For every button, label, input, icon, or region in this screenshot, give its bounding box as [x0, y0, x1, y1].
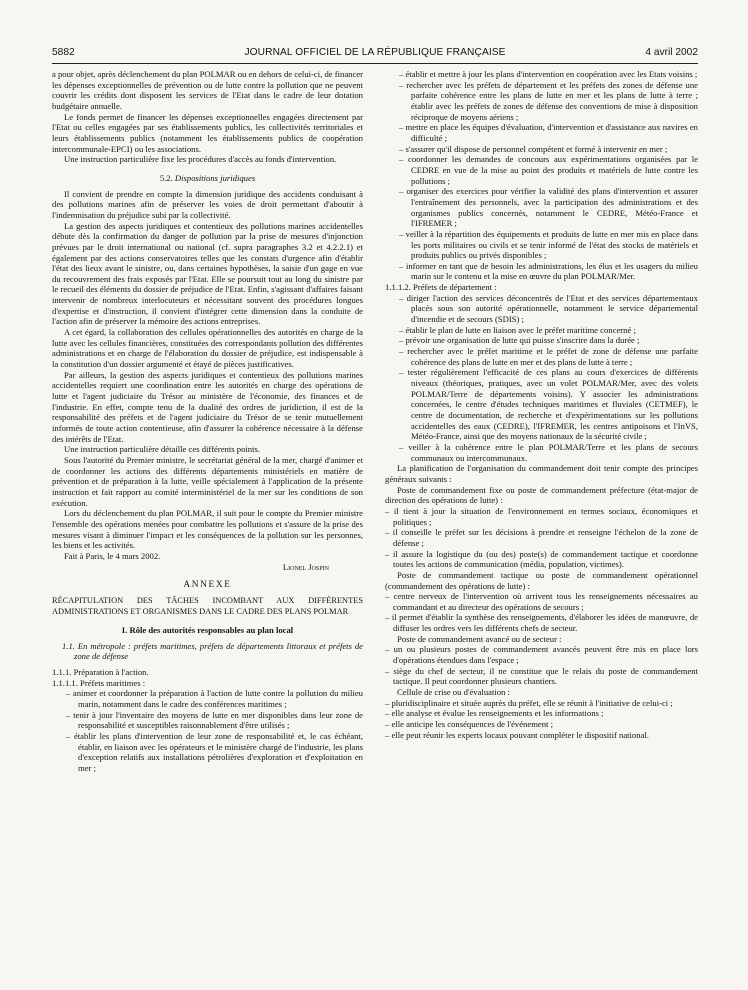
list-item: – il permet d'établir la synthèse des renseignements, d'élaborer les idées de manœuvre, de diffuser les ordres vers les différents chefs de secteur. — [385, 612, 698, 634]
list-item: – prévoir une organisation de lutte qui puisse s'inscrire dans la durée ; — [399, 335, 640, 346]
paragraph: La gestion des aspects juridiques et contentieux des pollutions marines accidentelles débute dès la confirmation du danger de pollution par la prise de mesures d'injonction prévues par le droit international ou national (cf. supra paragraphes 3.2 et 4.2.2.1) et également par des actions conservatoires telles que les constats d'urgence afin d'établir l'état des lieux avant le sinistre, ou, dans certaines hypothèses, la saisie d'un gage en vue du recouvrement des frais exposés par l'Etat. Elle se poursuit tout au long du sinistre par le recueil des éléments du dossier de préjudice de l'Etat. Enfin, s'agissant d'affaires faisant intervenir de nombreux interlocuteurs et nécessitant souvent des procédures longues d'expertise et d'instruction, il convient d'intégrer cette dimension dans la conduite de l'action afin de préserver la mémoire des actions entreprises. — [52, 220, 363, 327]
list-item: – coordonner les demandes de concours aux expérimentations organisées par le CEDRE en vue de la mise au point des produits et matériels de lutte contre les pollutions ; — [399, 154, 698, 186]
list-item: – rechercher avec le préfet maritime et le préfet de zone de défense une parfaite cohérence des plans de lutte en mer et des plans de lutte à terre ; — [399, 346, 698, 367]
paragraph: Lors du déclenchement du plan POLMAR, il suit pour le compte du Premier ministre l'ensemble des opérations menées pour combattre les pollutions et s'assure de la prise des mesures visant à diminuer l'impact et les conséquences de la pollution sur les personnes, les biens et les activités. — [52, 508, 363, 551]
paragraph: Poste de commandement avancé ou de secteur : — [397, 633, 562, 644]
list-item: – animer et coordonner la préparation à l'action de lutte contre la pollution du milieu marin, notamment dans le cadre des conférences maritimes ; — [66, 688, 363, 710]
list-item: – pluridisciplinaire et située auprès du préfet, elle se réunit à l'initiative de celui-ci ; — [385, 697, 673, 708]
section-number: 5.2. — [159, 172, 173, 183]
right-column — [385, 69, 698, 740]
signature: Lionel Jospin — [282, 561, 329, 572]
paragraph: Poste de commandement fixe ou poste de commandement préfecture (état-major de direction des opérations de lutte) : — [385, 484, 698, 506]
list-item: – organiser des exercices pour vérifier la validité des plans d'intervention et assurer l'entraînement des personnels, avec la participation des administrations et des organismes publics concernés, notamment le CEDRE, Météo-France et l'IFREMER ; — [399, 186, 698, 229]
section-heading-1-1-1-1: 1.1.1.1. Préfets maritimes : — [52, 677, 146, 688]
page-number: 5882 — [52, 47, 75, 58]
paragraph: Par ailleurs, la gestion des aspects juridiques et contentieux des pollutions marines accidentelles requiert une coordination entre les autorités en charge des opérations de lutte et l'agent judiciaire du Trésor au ministère de l'économie, des finances et de l'industrie. En effet, compte tenu de la dualité des ordres de juridiction, il est de la responsabilité des préfets et de l'agent judiciaire du Trésor de se tenir mutuellement informés de toute action contentieuse, afin d'assurer la cohérence nécessaire à la défense des intérêts de l'Etat. — [52, 369, 363, 444]
list-item: – mettre en place les équipes d'évaluation, d'intervention et d'assistance aux navires en difficulté ; — [399, 122, 698, 143]
list-item: – veiller à la répartition des équipements et produits de lutte en mer mis en place dans les ports militaires ou civils et se tenir informé de l'état des stocks de matériels et produits publics ou privés disponibles ; — [399, 228, 698, 261]
list-item: – elle analyse et évalue les renseignements et les informations ; — [385, 708, 604, 719]
list-item: – elle anticipe les conséquences de l'événement ; — [385, 719, 553, 730]
place-date: Fait à Paris, le 4 mars 2002. — [64, 550, 161, 561]
list-item: – centre nerveux de l'intervention où arrivent tous les renseignements nécessaires au commandant et au directeur des opérations de secours ; — [385, 591, 698, 612]
paragraph: Une instruction particulière détaille ces différents points. — [64, 444, 260, 455]
paragraph: Poste de commandement tactique ou poste de commandement opérationnel (commandement des opérations de lutte) : — [385, 569, 698, 591]
header-rule — [52, 63, 698, 64]
issue-date: 4 avril 2002 — [645, 47, 698, 58]
list-item: – il assure la logistique du (ou des) poste(s) de commandement tactique et coordonne toutes les actions de communication (média, population, victimes). — [385, 548, 698, 570]
annexe-title: RÉCAPITULATION DES TÂCHES INCOMBANT AUX DIFFÉRENTES ADMINISTRATIONS ET ORGANISMES DANS LE CADRE DES PLANS POLMAR — [52, 595, 363, 616]
section-heading-1-1-1-2: 1.1.1.2. Préfets de département : — [385, 282, 497, 293]
section-heading-5-2 — [52, 173, 363, 184]
list-item: – s'assurer qu'il dispose de personnel compétent et formé à intervenir en mer ; — [399, 143, 668, 154]
paragraph: Sous l'autorité du Premier ministre, le secrétariat général de la mer, chargé d'animer et de coordonner les actions des différents départements ministériels en matière de prévention et de préparation à la lutte, veille spécialement à l'application de la présente instruction et fait rapport au comité interministériel de la mer sur les conditions de son exécution. — [52, 454, 363, 508]
list-item: – établir les plans d'intervention de leur zone de responsabilité et, le cas échéant, établir, en liaison avec les opérateurs et le ministère chargé de l'industrie, les plans d'exception relatifs aux installations pétrolières d'exploration et d'exploitation en mer ; — [66, 731, 363, 774]
list-item: – il conseille le préfet sur les décisions à prendre et renseigne l'échelon de la zone de défense ; — [385, 527, 698, 548]
page-header — [52, 47, 698, 61]
journal-title: JOURNAL OFFICIEL DE LA RÉPUBLIQUE FRANÇAISE — [244, 47, 506, 58]
list-item: – diriger l'action des services déconcentrés de l'Etat et des services départementaux placés sous son autorité opérationnelle, notamment le service départemental d'incendie et de secours (SDIS) ; — [399, 292, 698, 325]
section-heading-1-1-1: 1.1.1. Préparation à l'action. — [52, 667, 149, 678]
paragraph: a pour objet, après déclenchement du plan POLMAR ou en dehors de celui-ci, de financer les dépenses exceptionnelles de prévention ou de lutte contre la pollution que ne peuvent couvrir les crédits dont disposent les services de l'Etat dans le cadre de leur dotation budgétaire annuelle. — [52, 69, 363, 111]
list-item: – rechercher avec les préfets de département et les préfets des zones de défense une parfaite cohérence entre les plans de lutte en mer et les plans de lutte à terre ; établir avec les préfets de zones de défense des conventions de mise à disposition réciproque de moyens aériens ; — [399, 79, 698, 122]
paragraph: Cellule de crise ou d'évaluation : — [397, 687, 510, 698]
list-item: – tester régulièrement l'efficacité de ces plans au cours d'exercices de différents niveaux (théoriques, pratiques, avec un volet POLMAR/Mer, avec des volets POLMAR/Terre de départements voisins). Y associer les administrations concernées, le centre d'études techniques maritimes et fluviales (CETMEF), le centre de documentation, de recherche et d'expérimentations sur les pollutions accidentelles des eaux (CEDRE), l'IFREMER, les centres antipoisons et l'InVS, Météo-France, ainsi que des moyens nationaux de la sécurité civile ; — [399, 367, 698, 442]
list-item: – un ou plusieurs postes de commandement avancés peuvent être mis en place lors d'opérations étendues dans l'espace ; — [385, 644, 698, 666]
section-heading-1: I. Rôle des autorités responsables au plan local — [121, 625, 294, 636]
list-item: – informer en tant que de besoin les administrations, les élus et les usagers du milieu marin sur le contenu et la mise en œuvre du plan POLMAR/Mer. — [399, 260, 698, 282]
annexe-heading: ANNEXE — [183, 580, 232, 591]
paragraph: Il convient de prendre en compte la dimension juridique des accidents conduisant à des pollutions marines afin de préserver les voies de droit permettant d'aboutir à l'indemnisation du préjudice subi par la collectivité. — [52, 188, 363, 220]
left-column — [52, 69, 363, 774]
list-item: – il tient à jour la situation de l'environnement en termes sociaux, économiques et politiques ; — [385, 505, 698, 527]
list-item: – établir et mettre à jour les plans d'intervention en coopération avec les Etats voisins ; — [399, 69, 698, 79]
section-heading-1-1: 1.1. En métropole : préfets maritimes, préfets de départements littoraux et préfets de zone de défense — [62, 640, 363, 662]
paragraph: Une instruction particulière fixe les procédures d'accès au fonds d'intervention. — [64, 154, 337, 165]
paragraph: A cet égard, la collaboration des cellules opérationnelles des autorités en charge de la lutte avec les cellules financières, constituées des correspondants pollution des différentes administrations et en charge de l'élaboration du dossier de préjudice, est indispensable à la constitution d'un dossier argumenté et étayé de pièces justificatives. — [52, 327, 363, 370]
paragraph: Le fonds permet de financer les dépenses exceptionnelles engagées directement par l'Etat ou celles engagées par ses établissements publics, les collectivités territoriales et leurs établissements publics (notamment les établissements publics de coopération intercommunale-EPCI) ou les associations. — [52, 111, 363, 154]
list-item: – tenir à jour l'inventaire des moyens de lutte en mer disponibles dans leur zone de responsabilité et susceptibles raisonnablement d'être utilisés ; — [66, 709, 363, 731]
list-item: – elle peut réunir les experts locaux pouvant compléter le dispositif national. — [385, 729, 649, 740]
list-item: – siège du chef de secteur, il ne constitue que le relais du poste de commandement tactique. Il peut coordonner plusieurs chantiers. — [385, 665, 698, 687]
section-title: Dispositions juridiques — [174, 172, 256, 183]
list-item: – établir le plan de lutte en liaison avec le préfet maritime concerné ; — [399, 324, 636, 335]
paragraph: La planification de l'organisation du commandement doit tenir compte des principes généraux suivants : — [385, 463, 698, 484]
list-item: – veiller à la cohérence entre le plan POLMAR/Terre et les plans de secours communaux ou intercommunaux. — [399, 441, 698, 463]
